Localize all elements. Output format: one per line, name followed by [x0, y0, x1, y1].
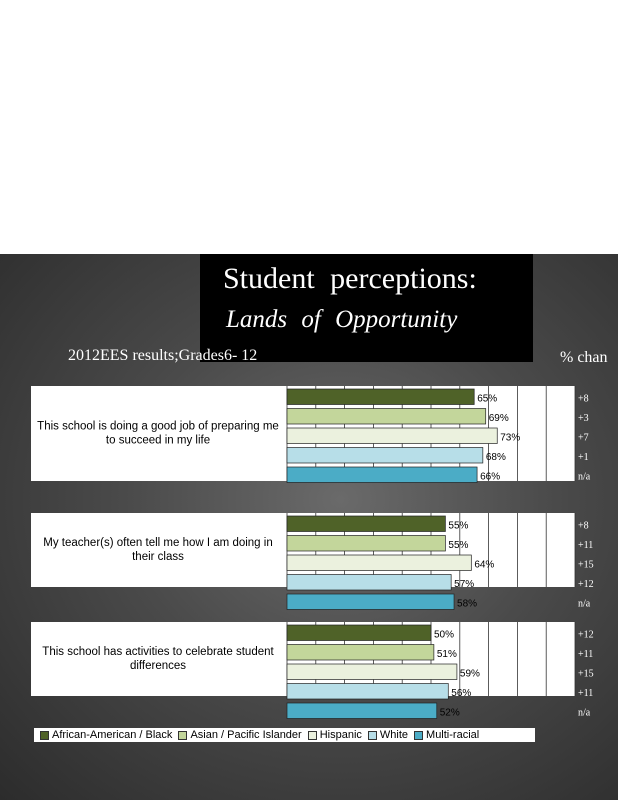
- bar-african-american-black-q1: [287, 389, 474, 405]
- legend-swatch: [368, 731, 377, 740]
- bar-value-label: 55%: [448, 540, 469, 551]
- change-value: +8: [578, 520, 589, 532]
- legend-swatch: [178, 731, 187, 740]
- bar-white-q2: [287, 575, 451, 591]
- question-label: This school has activities to celebrate student differences: [42, 646, 274, 672]
- bar-value-label: 59%: [459, 668, 480, 680]
- change-value: +15: [578, 668, 594, 680]
- title-box: [200, 254, 533, 362]
- legend-item-multi-racial: [414, 729, 479, 741]
- bar-value-label: 69%: [488, 413, 509, 424]
- bar-hispanic-q2: [287, 555, 471, 571]
- legend-item-white: [368, 729, 408, 741]
- bar-value-label: 73%: [500, 432, 521, 444]
- legend-swatch: [308, 731, 317, 740]
- change-value: +7: [578, 432, 589, 444]
- bar-value-label: 52%: [439, 707, 460, 719]
- legend-label: African-American / Black: [52, 729, 173, 741]
- bar-african-american-black-q3: [287, 625, 431, 641]
- bar-multi-racial-q2: [287, 594, 454, 610]
- change-value: +11: [578, 649, 594, 660]
- bar-value-label: 58%: [457, 598, 478, 610]
- bar-multi-racial-q1: [287, 467, 477, 483]
- change-value: n/a: [578, 707, 591, 719]
- bar-value-label: 57%: [454, 579, 475, 590]
- bar-value-label: 66%: [480, 471, 501, 483]
- question-label: This school is doing a good job of preparing me to succeed in my life: [37, 420, 279, 447]
- legend-swatch: [40, 731, 49, 740]
- bar-hispanic-q1: [287, 428, 497, 444]
- change-value: +15: [578, 559, 594, 571]
- bar-asian-pacific-islander-q1: [287, 409, 486, 425]
- chart-subtitle: 2012EES results;Grades6- 12: [68, 347, 258, 364]
- change-value: +11: [578, 688, 594, 699]
- page-title-italic: Lands of Opportunity: [226, 306, 458, 333]
- change-value: n/a: [578, 598, 591, 610]
- legend-label: Hispanic: [319, 729, 362, 741]
- legend-item-asian-pacific-islander: [178, 729, 301, 741]
- legend-label: White: [379, 729, 409, 741]
- change-column-header: % chan: [560, 349, 608, 366]
- bar-african-american-black-q2: [287, 516, 445, 532]
- bar-white-q3: [287, 684, 448, 700]
- bar-value-label: 51%: [436, 649, 457, 660]
- bar-value-label: 55%: [448, 520, 469, 532]
- legend-item-african-american-black: [40, 729, 172, 741]
- change-value: +12: [578, 629, 594, 641]
- change-value: +11: [578, 540, 594, 551]
- legend-label: Multi-racial: [426, 729, 480, 741]
- bar-asian-pacific-islander-q3: [287, 645, 434, 661]
- question-panel-1: [31, 386, 575, 483]
- chart-legend: [34, 728, 535, 742]
- legend-item-hispanic: [308, 729, 362, 741]
- bar-value-label: 64%: [474, 559, 495, 571]
- change-value: +3: [578, 413, 589, 424]
- bar-multi-racial-q3: [287, 703, 437, 719]
- change-value: +1: [578, 452, 589, 463]
- change-value: +12: [578, 579, 594, 590]
- question-panel-3: [31, 622, 575, 719]
- bar-value-label: 68%: [485, 452, 506, 463]
- bar-value-label: 65%: [477, 393, 498, 405]
- question-panel-2: [31, 513, 575, 610]
- change-value: +8: [578, 393, 589, 405]
- bar-value-label: 50%: [434, 629, 455, 641]
- page-title: Student perceptions:: [223, 262, 477, 295]
- slide-background: [0, 254, 618, 800]
- bar-asian-pacific-islander-q2: [287, 536, 445, 552]
- change-value: n/a: [578, 471, 591, 483]
- legend-label: Asian / Pacific Islander: [190, 729, 302, 741]
- question-label: My teacher(s) often tell me how I am doing in their class: [43, 537, 273, 563]
- legend-swatch: [414, 731, 423, 740]
- bar-value-label: 56%: [451, 688, 472, 699]
- bar-white-q1: [287, 448, 483, 464]
- bar-hispanic-q3: [287, 664, 457, 680]
